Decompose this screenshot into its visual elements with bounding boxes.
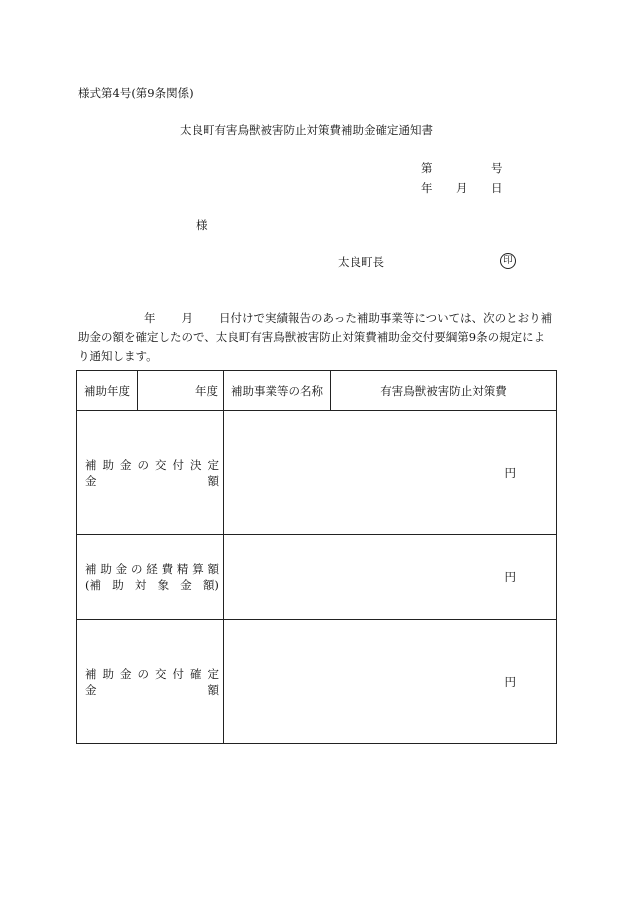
body-month: 月 [181,311,193,325]
body-year: 年 [144,311,156,325]
fiscal-year-label: 補助年度 [77,371,138,411]
table-row [77,620,557,744]
body-text: 日付けで実績報告のあった補助事業等については、次のとおり補助金の額を確定したので、太良町有害鳥獣被害防止対策費補助金交付要綱第9条の規定により通知します。 [78,311,553,363]
form-label: 様式第4号(第9条関係) [78,86,194,100]
document-title: 太良町有害鳥獣被害防止対策費補助金確定通知書 [180,123,433,137]
amount-unit: 円 [224,620,557,744]
addressee-suffix: 様 [196,218,208,232]
date-month: 月 [456,181,468,195]
confirmation-table [76,370,557,744]
label-line1: 補 助 金 の 交 付 確 定 [85,666,219,681]
table-row [77,411,557,535]
doc-no-go: 号 [491,161,503,175]
issuer: 太良町長 [338,255,384,269]
project-name-label: 補助事業等の名称 [224,371,331,411]
seal-mark: 印 [500,253,516,269]
amount-unit: 円 [224,411,557,535]
doc-no-dai: 第 [421,161,433,175]
label-line2: 金 額 [85,473,219,488]
label-line1: 補 助 金 の 経 費 精 算 額 [85,562,219,576]
fiscal-year-suffix: 年度 [138,371,224,411]
date-year: 年 [421,181,433,195]
date-day: 日 [491,181,503,195]
label-line2: (補 助 対 象 金 額) [85,578,219,592]
amount-unit: 円 [224,535,557,620]
label-line1: 補 助 金 の 交 付 決 定 [85,457,219,472]
table-row [77,535,557,620]
row-label [77,535,224,620]
label-line2: 金 額 [85,682,219,697]
project-name-value: 有害鳥獣被害防止対策費 [331,371,557,411]
notice-paragraph [78,309,556,366]
header-row [77,371,557,411]
row-label [77,411,224,535]
row-label [77,620,224,744]
